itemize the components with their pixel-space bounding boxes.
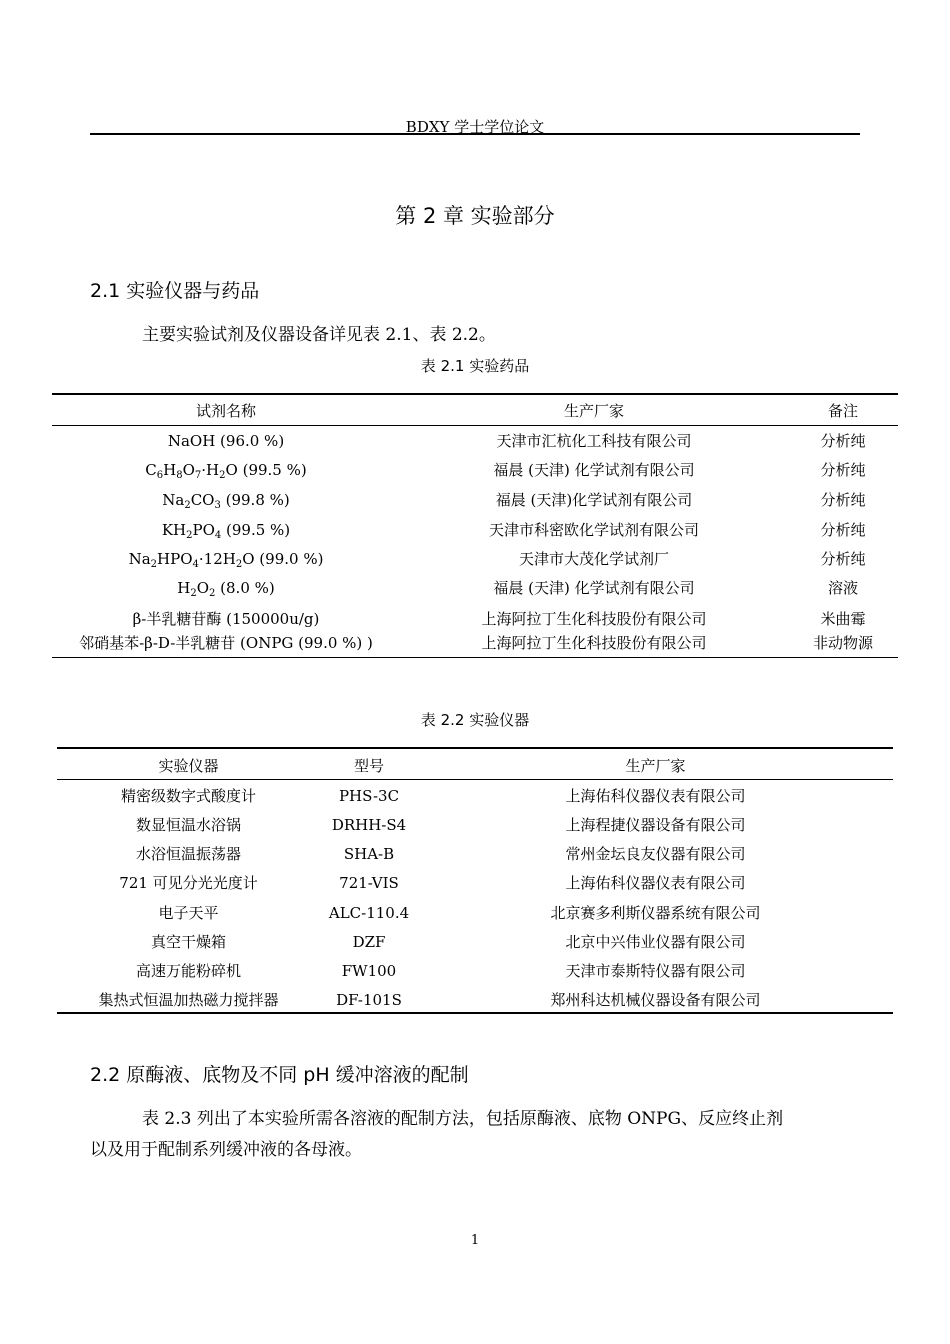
table1-cell-note: 分析纯 xyxy=(820,521,866,539)
table1-cell-maker: 天津市科密欧化学试剂有限公司 xyxy=(488,521,699,539)
table1-cell-note: 分析纯 xyxy=(820,461,866,479)
table2-header-name: 实验仪器 xyxy=(158,757,219,775)
table2-cell-model: DRHH-S4 xyxy=(331,816,407,834)
table2-cell-name: 精密级数字式酸度计 xyxy=(120,787,256,805)
table2-cell-model: FW100 xyxy=(341,962,397,980)
table2-cell-model: 721-VIS xyxy=(339,874,399,892)
table1-caption: 表 2.1 实验药品 xyxy=(420,357,530,375)
table1-cell-name-formula: $H_2O_2$ (8.0 %) xyxy=(177,579,275,599)
table2-cell-maker: 常州金坛良友仪器有限公司 xyxy=(565,845,746,863)
table1-cell-note: 溶液 xyxy=(827,579,858,597)
table2-cell-maker: 北京赛多利斯仪器系统有限公司 xyxy=(550,904,761,922)
table2-cell-name: 数显恒温水浴锅 xyxy=(135,816,241,834)
page-number: 1 xyxy=(470,1233,480,1248)
table1-cell-name: β-半乳糖苷酶 (150000u/g) xyxy=(132,610,320,628)
section-heading-2-2: 2.2 原酶液、底物及不同 pH 缓冲溶液的配制 xyxy=(90,1064,469,1086)
table2-cell-maker: 上海佑科仪器仪表有限公司 xyxy=(565,787,746,805)
table2-cell-model: ALC-110.4 xyxy=(328,904,410,922)
section2-paragraph-line2: 以及用于配制系列缓冲液的各母液。 xyxy=(90,1140,362,1160)
table1-cell-maker: 福晨 (天津)化学试剂有限公司 xyxy=(495,491,693,509)
section-heading-2-1: 2.1 实验仪器与药品 xyxy=(90,280,260,302)
table2-cell-maker: 天津市泰斯特仪器有限公司 xyxy=(565,962,746,980)
table1-cell-maker: 福晨 (天津) 化学试剂有限公司 xyxy=(493,579,695,597)
table2-cell-maker: 上海程捷仪器设备有限公司 xyxy=(565,816,746,834)
table2-cell-maker: 上海佑科仪器仪表有限公司 xyxy=(565,874,746,892)
table1-cell-name: NaOH (96.0 %) xyxy=(167,432,285,450)
table1-cell-maker: 天津市大茂化学试剂厂 xyxy=(518,550,669,568)
section2-paragraph-line1: 表 2.3 列出了本实验所需各溶液的配制方法，包括原酶液、底物 ONPG、反应终止剂 xyxy=(142,1109,784,1129)
table1-cell-name-formula: $C_6H_8O_7\cdot H_2O$ (99.5 %) xyxy=(145,461,307,481)
header-rule xyxy=(90,133,860,135)
table2-cell-maker: 郑州科达机械仪器设备有限公司 xyxy=(550,991,761,1009)
table2-cell-name: 集热式恒温加热磁力搅拌器 xyxy=(98,991,279,1009)
table2-cell-name: 电子天平 xyxy=(158,904,219,922)
table1-cell-name-formula: $Na_2HPO_4\cdot 12H_2O$ (99.0 %) xyxy=(128,550,324,570)
table1-top-rule xyxy=(52,393,898,395)
table1-cell-note: 分析纯 xyxy=(820,550,866,568)
table1-header-note: 备注 xyxy=(827,402,858,420)
intro-paragraph: 主要实验试剂及仪器设备详见表 2.1、表 2.2。 xyxy=(142,325,496,345)
table2-cell-model: SHA-B xyxy=(343,845,395,863)
table1-cell-maker: 上海阿拉丁生化科技股份有限公司 xyxy=(481,610,707,628)
table1-cell-name-formula: $KH_2PO_4$ (99.5 %) xyxy=(161,521,291,541)
table2-caption: 表 2.2 实验仪器 xyxy=(420,711,530,729)
table1-header-name: 试剂名称 xyxy=(195,402,256,420)
table1-cell-maker: 天津市汇杭化工科技有限公司 xyxy=(496,432,692,450)
table1-cell-note: 米曲霉 xyxy=(820,610,866,628)
chapter-title: 第 2 章 实验部分 xyxy=(395,204,555,228)
table1-cell-note: 分析纯 xyxy=(820,491,866,509)
table2-cell-name: 721 可见分光光度计 xyxy=(119,874,258,892)
running-header: BDXY 学士学位论文 xyxy=(405,118,545,136)
table2-cell-maker: 北京中兴伟业仪器有限公司 xyxy=(565,933,746,951)
table2-cell-model: DZF xyxy=(352,933,386,951)
table1-cell-name: 邻硝基苯-β-D-半乳糖苷 (ONPG (99.0 %) ) xyxy=(79,634,373,652)
table1-header-rule xyxy=(52,425,898,426)
table2-header-maker: 生产厂家 xyxy=(625,757,686,775)
table1-cell-name-formula: $Na_2CO_3$ (99.8 %) xyxy=(162,491,290,511)
table2-top-rule xyxy=(57,747,893,749)
table2-cell-name: 高速万能粉碎机 xyxy=(135,962,241,980)
table2-cell-name: 真空干燥箱 xyxy=(150,933,226,951)
table2-header-rule xyxy=(57,779,893,780)
table2-header-model: 型号 xyxy=(353,757,384,775)
table2-cell-name: 水浴恒温振荡器 xyxy=(135,845,241,863)
table1-cell-maker: 福晨 (天津) 化学试剂有限公司 xyxy=(493,461,695,479)
table1-bottom-rule xyxy=(52,657,898,658)
table1-cell-note: 分析纯 xyxy=(820,432,866,450)
table2-cell-model: DF-101S xyxy=(336,991,402,1009)
table1-cell-maker: 上海阿拉丁生化科技股份有限公司 xyxy=(481,634,707,652)
table1-header-maker: 生产厂家 xyxy=(563,402,624,420)
table1-cell-note: 非动物源 xyxy=(812,634,873,652)
table2-cell-model: PHS-3C xyxy=(338,787,400,805)
table2-bottom-rule xyxy=(57,1012,893,1014)
